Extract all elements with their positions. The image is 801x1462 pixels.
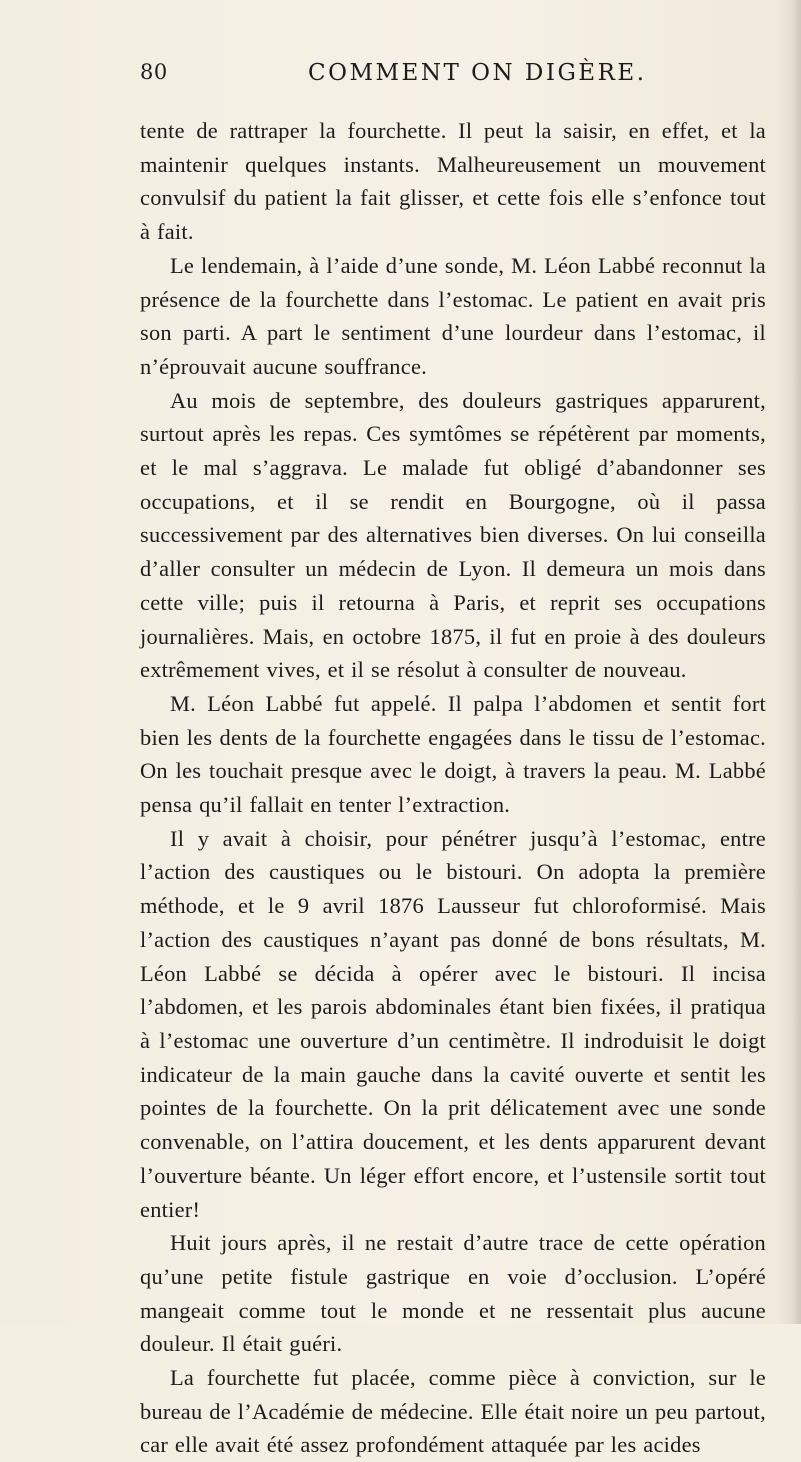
paragraph: Il y avait à choisir, pour pénétrer jusqu’à l’estomac, entre l’action des caustiques ou le bistouri. On adopta la première méthode, et le 9 avril 1876 Lausseur fut chloroformisé. Mais l’action des caustiques n’ayant pas donné de bons résultats, M. Léon Labbé se décida à opérer avec le bistouri. Il incisa l’abdomen, et les parois abdominales étant bien fixées, il pratiqua à l’estomac une ouverture d’un centimètre. Il indroduisit le doigt indicateur de la main gauche dans la cavité ouverte et sentit les pointes de la fourchette. On la prit délicatement avec une sonde convenable, on l’attira doucement, et les dents apparurent devant l’ouverture béante. Un léger effort encore, et l’ustensile sortit tout entier! (140, 825, 766, 1222)
paragraph: Au mois de septembre, des douleurs gastriques apparurent, surtout après les repas. Ces symtômes se répétèrent par moments, et le mal s’aggrava. Le malade fut obligé d’abandonner ses occupations, et il se rendit en Bourgogne, où il passa successivement par des alternatives bien diverses. On lui conseilla d’aller consulter un médecin de Lyon. Il demeura un mois dans cette ville; puis il retourna à Paris, et reprit ses occupations journalières. Mais, en octobre 1875, il fut en proie à des douleurs extrêmement vives, et il se résolut à consulter de nouveau. (140, 387, 766, 683)
paragraph: M. Léon Labbé fut appelé. Il palpa l’abdomen et sentit fort bien les dents de la fourchette engagées dans le tissu de l’estomac. On les touchait presque avec le doigt, à travers la peau. M. Labbé pensa qu’il fallait en tenter l’extraction. (140, 690, 766, 818)
paragraph: Le lendemain, à l’aide d’une sonde, M. Léon Labbé reconnut la présence de la fourchette dans l’estomac. Le patient en avait pris son parti. A part le sentiment d’une lourdeur dans l’estomac, il n’éprouvait aucune souffrance. (140, 252, 766, 379)
paragraph: La fourchette fut placée, comme pièce à conviction, sur le bureau de l’Académie de médecine. Elle était noire un peu partout, car elle avait été assez profondément attaquée par les acides (140, 1365, 766, 1458)
paragraph: tente de rattraper la fourchette. Il peut la saisir, en effet, et la maintenir quelques instants. Malheureusement un mouvement convulsif du patient la fait glisser, et cette fois elle s’enfonce tout à fait. (140, 118, 766, 245)
page-edge-shadow (779, 0, 801, 1324)
paragraph: Huit jours après, il ne restait d’autre trace de cette opération qu’une petite fistule gastrique en voie d’occlusion. L’opéré mangeait comme tout le monde et ne ressentait plus aucune douleur. Il était guéri. (140, 1230, 766, 1357)
page-number: 80 (140, 60, 168, 84)
running-title: COMMENT ON DIGÈRE. (308, 60, 647, 86)
body-text (140, 114, 766, 1462)
page-header (140, 60, 760, 100)
